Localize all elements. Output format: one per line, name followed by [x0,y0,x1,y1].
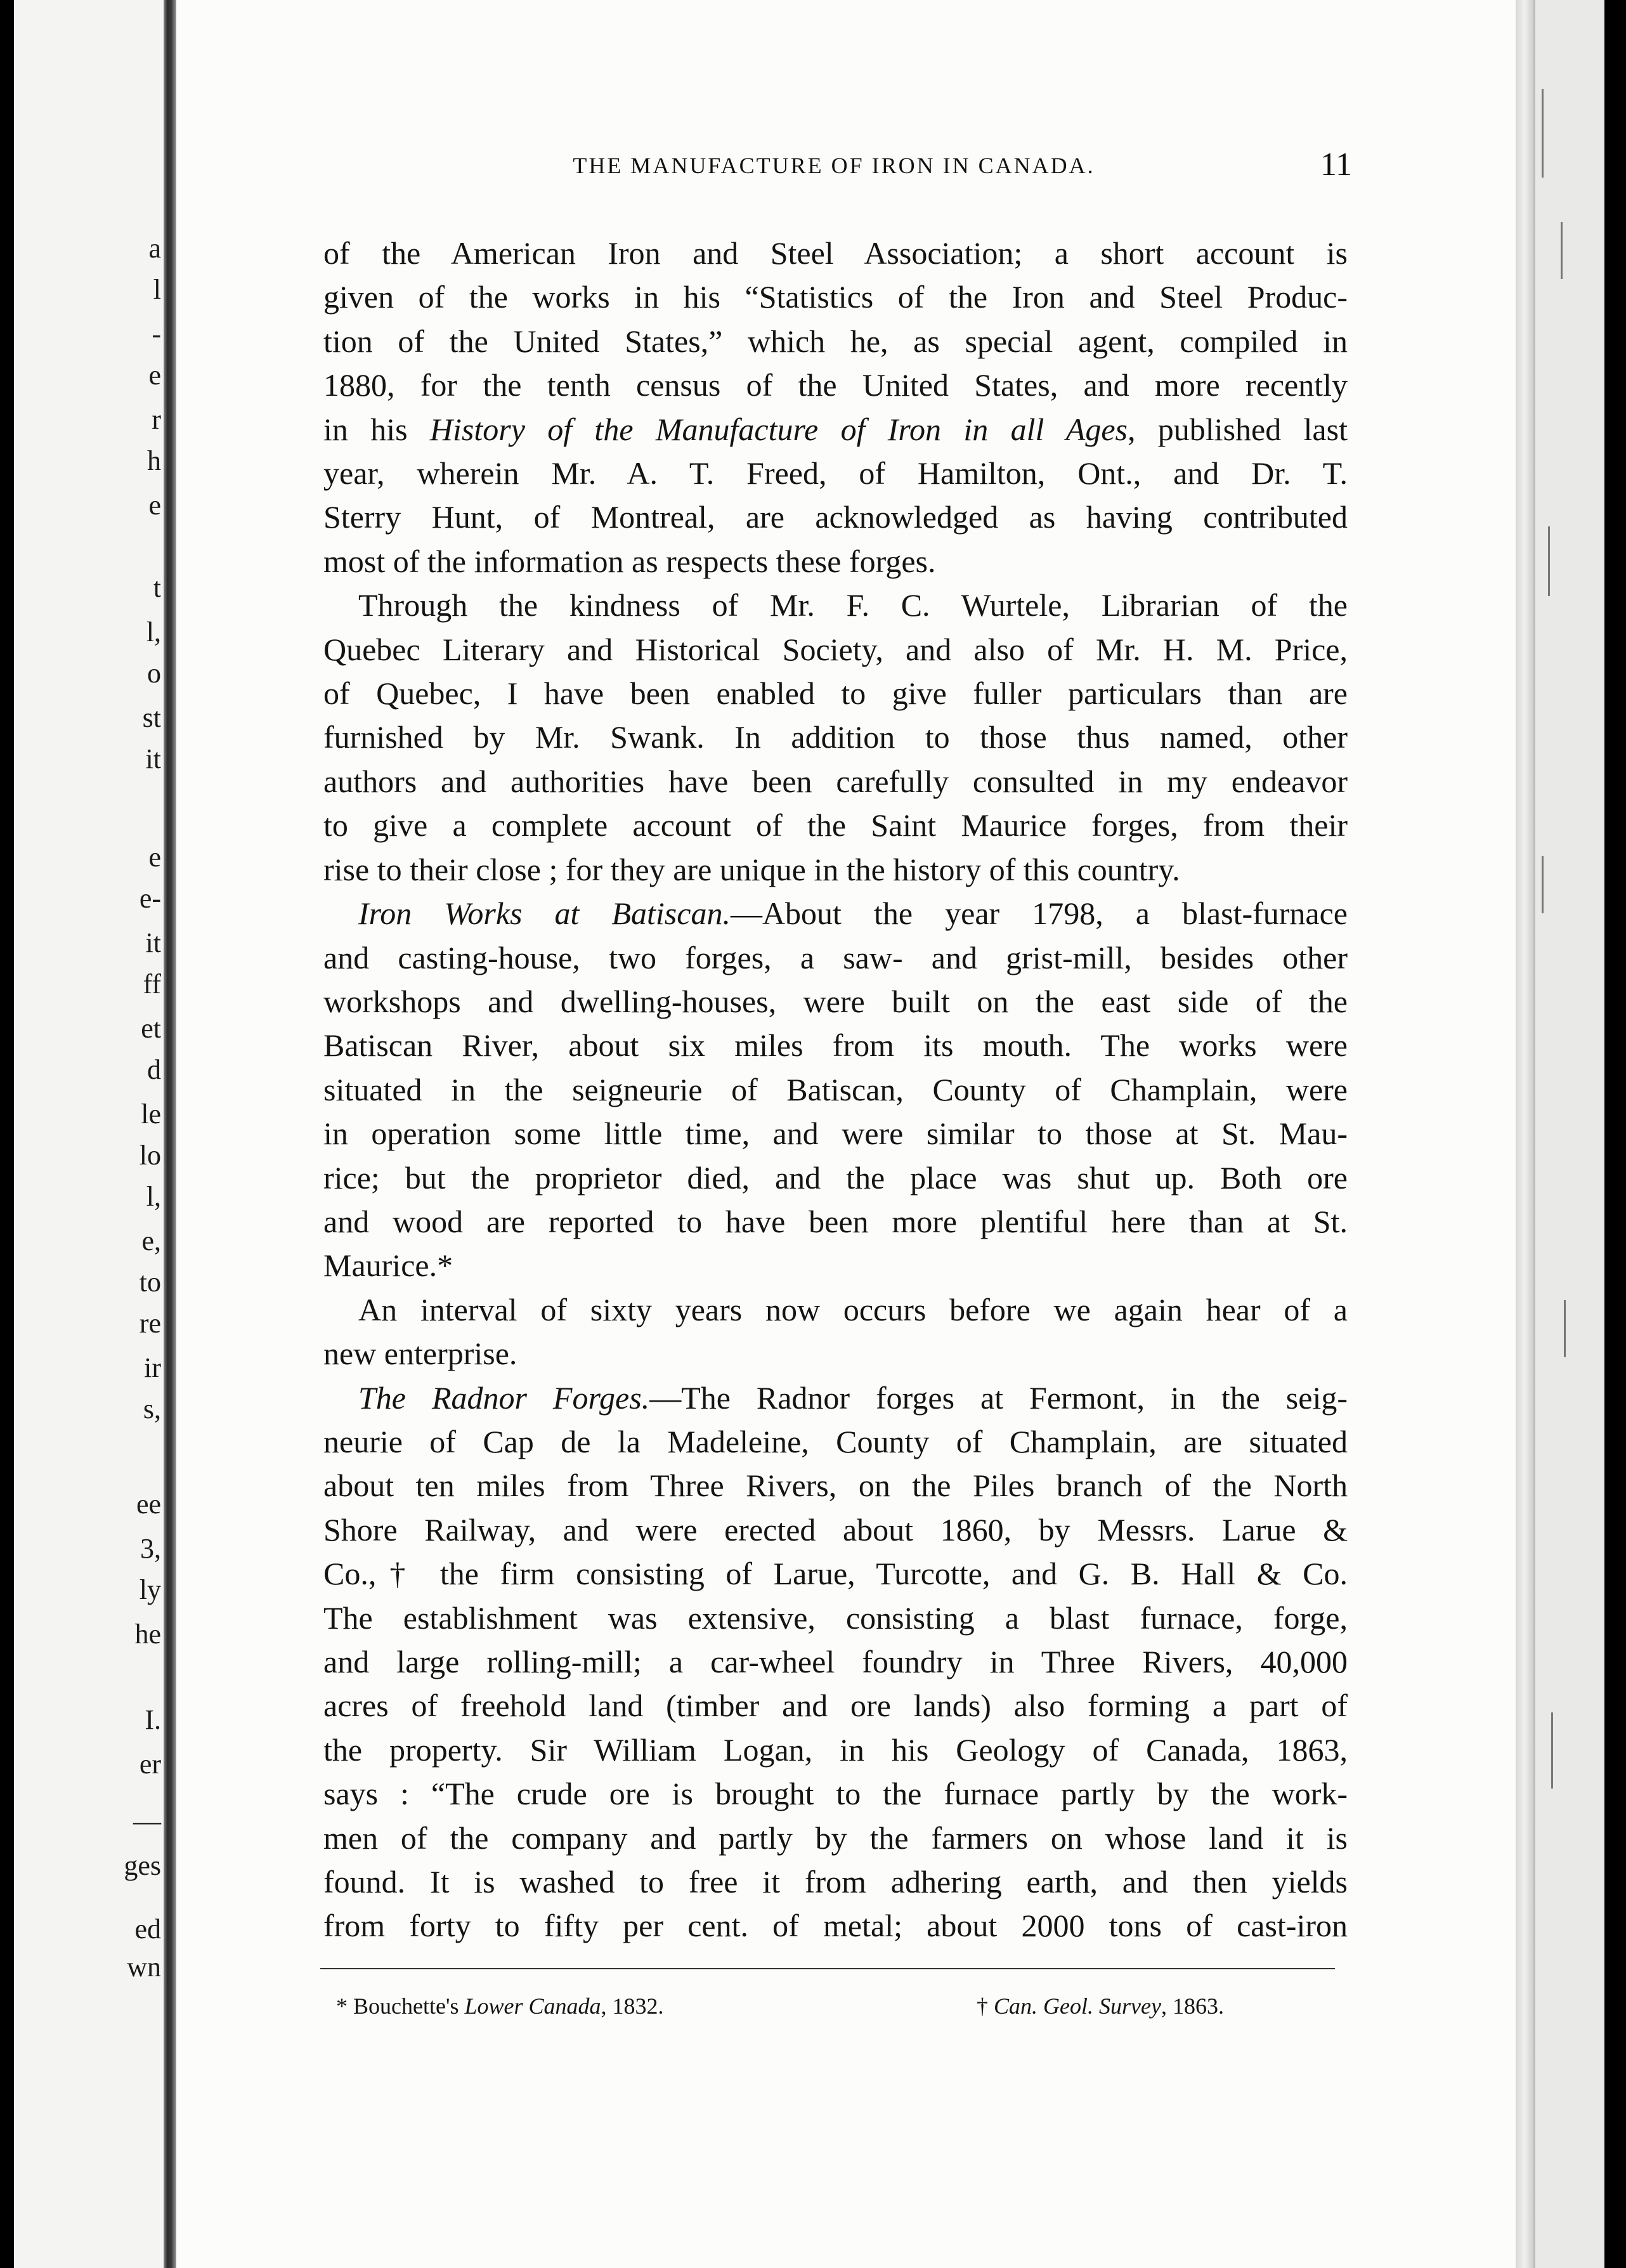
footnote-text: † [977,1993,994,2019]
text-line: Batiscan River, about six miles from its mouth. The works were [323,1027,1348,1064]
text-line: situated in the seigneurie of Batiscan, County of Champlain, were [323,1071,1348,1107]
scan-artifact [1548,526,1550,596]
scan-artifact [1551,1712,1553,1789]
text-line: found. It is washed to free it from adhering earth, and then yields [323,1864,1348,1900]
previous-page-edge [14,0,166,2268]
text-line: and large rolling-mill; a car-wheel foundry in Three Rivers, 40,000 [323,1644,1348,1679]
text-line: Maurice.* [323,1248,453,1284]
footnote-text: , 1832. [601,1993,664,2019]
italic-phrase: The Radnor Forges. [358,1379,650,1416]
previous-page-fragment: l, [146,616,161,648]
previous-page-fragment: er [139,1749,161,1780]
previous-page-fragment: it [145,743,161,774]
text-line: Quebec Literary and Historical Society, and also of Mr. H. M. Price, [323,631,1348,667]
previous-page-fragment: re [139,1308,161,1339]
previous-page-fragment: t [153,572,161,603]
text-line: of Quebec, I have been enabled to give fuller particulars than are [323,675,1348,712]
previous-page-fragment: it [145,927,161,958]
text-line: 1880, for the tenth census of the United States, and more recently [323,367,1348,403]
text-line: workshops and dwelling-houses, were built on the east side of the [323,983,1348,1019]
previous-page-fragment: e, [141,1225,161,1256]
text-line: the property. Sir William Logan, in his Geology of Canada, 1863, [323,1731,1348,1768]
text-line: neurie of Cap de la Madeleine, County of Champlain, are situated [323,1423,1348,1459]
text-line: given of the works in his “Statistics of the Iron and Steel Produc- [323,279,1348,315]
previous-page-fragment: he [134,1619,161,1650]
previous-page-fragment: ee [136,1489,161,1520]
back-cover [1533,0,1606,2268]
running-head: THE MANUFACTURE OF IRON IN CANADA. [573,153,1095,178]
footnote-rule [320,1968,1335,1969]
previous-page-fragment: I. [145,1704,161,1735]
previous-page-fragment: — [133,1806,161,1837]
text-line [323,892,1348,935]
line-text: —The Radnor forges at Fermont, in the seig- [649,1379,1348,1416]
scan-artifact [1564,1300,1566,1357]
text-line: Sterry Hunt, of Montreal, are acknowledged as having contributed [323,499,1348,535]
text-line: The establishment was extensive, consisting a blast furnace, forge, [323,1600,1348,1636]
text-line: most of the information as respects these forges. [323,543,936,579]
italic-phrase: History of the Manufacture of Iron in all Ages [429,411,1128,447]
previous-page-fragment: 3, [140,1533,161,1564]
scan-artifact [1542,856,1544,913]
footnote-title: Lower Canada [464,1993,601,2019]
previous-page-fragment: l, [146,1181,161,1212]
text-line: men of the company and partly by the farmers on whose land it is [323,1820,1348,1856]
text-line: says : “The crude ore is brought to the furnace partly by the work- [323,1776,1348,1812]
text-line: in operation some little time, and were similar to those at St. Mau- [323,1116,1348,1152]
footnote-text: * Bouchette's [336,1993,465,2019]
text-line: authors and authorities have been carefully consulted in my endeavor [323,763,1348,799]
scan-artifact [1561,222,1563,279]
text-line: of the American Iron and Steel Association; a short account is [323,235,1348,271]
text-line: from forty to fifty per cent. of metal; about 2000 tons of cast-iron [323,1908,1348,1944]
previous-page-fragment: wn [127,1952,161,1983]
book-gutter [164,0,176,2268]
previous-page-fragment: l [153,274,161,305]
text-line: tion of the United States,” which he, as special agent, compiled in [323,323,1348,359]
line-text: , published last [1127,411,1348,447]
scanner-bed-left [0,0,14,2268]
text-line [323,408,1348,452]
text-line: An interval of sixty years now occurs before we again hear of a [358,1291,1348,1327]
text-line: new enterprise. [323,1336,517,1372]
previous-page-fragment: - [152,318,161,349]
previous-page-fragment: ff [143,968,161,1000]
previous-page-fragment: o [147,658,161,689]
previous-page-fragment: a [148,233,161,264]
scanner-bed-right [1604,0,1626,2268]
line-text: —About the year 1798, a blast-furnace [730,896,1348,932]
text-line [323,1376,1348,1420]
previous-page-fragment: e [148,490,161,521]
previous-page-fragment: e [148,360,161,391]
previous-page-fragment: d [147,1054,161,1085]
previous-page-fragment: lo [139,1140,161,1171]
footnote-bouchette [336,1993,664,2019]
previous-page-fragment: e [148,842,161,873]
text-line: rise to their close ; for they are unique in the history of this country. [323,851,1180,887]
text-line: Shore Railway, and were erected about 1860, by Messrs. Larue & [323,1511,1348,1548]
previous-page-fragment: e- [139,883,161,914]
previous-page-fragment: le [141,1098,161,1130]
scan-artifact [1542,89,1544,178]
previous-page-fragment: ly [139,1574,161,1605]
previous-page-fragment: ir [144,1352,161,1383]
italic-phrase: Iron Works at Batiscan. [358,896,731,932]
text-line: furnished by Mr. Swank. In addition to those thus named, other [323,719,1348,755]
line-text: in his [323,411,430,447]
text-line: rice; but the proprietor died, and the place was shut up. Both ore [323,1159,1348,1196]
page-stack-edge [1516,0,1533,2268]
previous-page-fragment: ed [134,1913,161,1945]
text-line: about ten miles from Three Rivers, on the Piles branch of the North [323,1468,1348,1504]
footnote-survey [977,1993,1224,2019]
text-line: to give a complete account of the Saint Maurice forges, from their [323,807,1348,844]
previous-page-fragment: h [147,445,161,476]
text-line: Co.,† the firm consisting of Larue, Turcotte, and G. B. Hall & Co. [323,1556,1348,1592]
previous-page-fragment: st [142,702,161,733]
previous-page-fragment: r [152,404,161,435]
footnote-title: Can. Geol. Survey [994,1993,1161,2019]
text-line: year, wherein Mr. A. T. Freed, of Hamilton, Ont., and Dr. T. [323,455,1348,492]
body-text [323,231,1348,1948]
page-number: 11 [1320,147,1352,183]
text-line: and wood are reported to have been more plentiful here than at St. [323,1203,1348,1239]
previous-page-fragment: ges [124,1850,161,1881]
text-line: acres of freehold land (timber and ore lands) also forming a part of [323,1688,1348,1724]
footnote-text: , 1863. [1161,1993,1224,2019]
previous-page-fragment: s, [143,1393,161,1424]
previous-page-fragment: to [139,1267,161,1298]
text-line: Through the kindness of Mr. F. C. Wurtele, Librarian of the [358,587,1348,623]
text-line: and casting-house, two forges, a saw- and grist-mill, besides other [323,939,1348,975]
previous-page-fragment: et [141,1013,161,1044]
